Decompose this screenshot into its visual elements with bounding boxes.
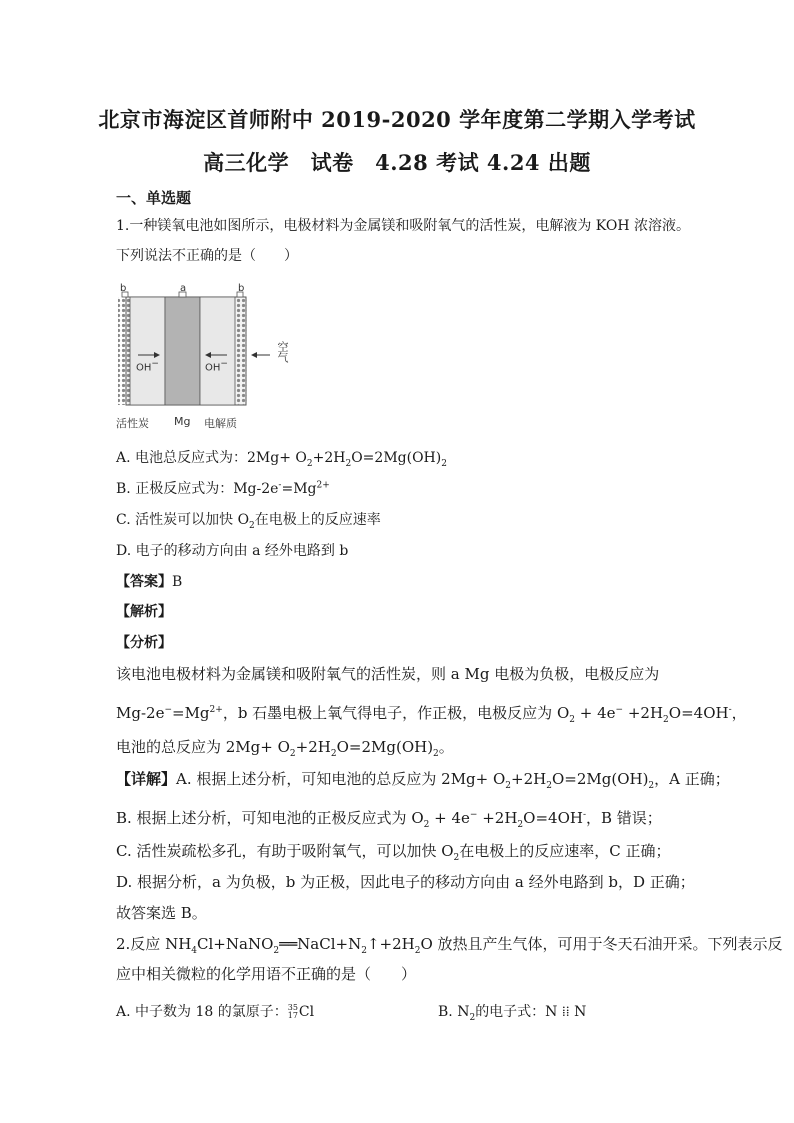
detail-line-d: D. 根据分析，a 为负极，b 为正极，因此电子的移动方向由 a 经外电路到 b，D 正确； [116,873,695,891]
q2-option-b: B. $N_2$的电子式：N ⁞⁞ N [438,1004,587,1023]
conclusion: 故答案选 B。 [116,904,207,922]
document-title: 北京市海淀区首师附中 2019-2020 学年度第二学期入学考试 [98,107,696,132]
terminal-b-left-label: b [120,283,127,294]
right-carbon-electrode [235,297,247,405]
analysis-heading: 【解析】 [116,604,172,620]
detail-line-b: B. 根据上述分析，可知电池的正极反应式为 $O_2 + 4e^- +2H_2O=4OH^-$，B 错误； [116,809,662,830]
battery-diagram-svg [116,283,296,433]
q1-option-a: A. 电池总反应式为：$2Mg+ O_2+2H_2O=2Mg(OH)_2$ [116,450,447,469]
terminal-a-label: a [180,283,187,294]
q2-option-a: A. 中子数为 18 的氯原子：35 17Cl [116,1003,315,1020]
mg-label: Mg [174,415,191,428]
q1-option-b: B. 正极反应式为：$Mg-2e^-=Mg^{2+}$ [116,480,330,497]
left-carbon-electrode [118,297,130,405]
q2-stem-line1: 2.反应 $NH_4Cl+NaNO_2══NaCl+N_2↑+2H_2O$ 放热且产生气体，可用于冬天石油开采。下列表示反 [116,935,783,956]
air-label: 空气 [276,341,289,363]
analysis-line1: 该电池电极材料为金属镁和吸附氧气的活性炭，则 a Mg 电极为负极，电极反应为 [116,665,660,683]
document-subtitle: 高三化学 试卷 4.28 考试 4.24 出题 [203,150,591,175]
q1-option-c: C. 活性炭可以加快 $O_2$在电极上的反应速率 [116,512,381,531]
fenxi-heading: 【分析】 [116,635,172,651]
electrolyte-label: 电解质 [204,417,237,430]
oh-left-label: OH− [136,359,159,374]
analysis-line3: 电池的总反应为 $2Mg+ O_2+2H_2O=2Mg(OH)_2$。 [116,738,454,759]
q2-stem-line2: 应中相关微粒的化学用语不正确的是（ ） [116,965,417,983]
q1-option-d: D. 电子的移动方向由 a 经外电路到 b [116,543,349,559]
terminal-b-right-label: b [238,283,245,294]
activated-carbon-label: 活性炭 [116,417,149,430]
q1-answer: 【答案】B [116,574,183,590]
analysis-line2: $Mg-2e^-=Mg^{2+}$，b 石墨电极上氧气得电子，作正极，电极反应为 $O_2 + 4e^- +2H_2O=4OH^-$， [116,704,747,725]
q1-stem-line1: 1.一种镁氧电池如图所示，电极材料为金属镁和吸附氧气的活性炭，电解液为 KOH 浓溶液。 [116,218,691,234]
oh-right-label: OH− [205,359,228,374]
q1-stem-line2: 下列说法不正确的是（ ） [116,248,298,264]
battery-diagram [116,283,296,433]
detail-line-c: C. 活性炭疏松多孔，有助于吸附氧气，可以加快 $O_2$在电极上的反应速率，C 正确； [116,842,671,863]
section-heading: 一、单选题 [116,189,192,207]
detail-line-a: 【详解】A. 根据上述分析，可知电池的总反应为 $2Mg+ O_2+2H_2O=2Mg(OH)_2$，A 正确； [116,770,730,791]
mg-electrode [165,297,200,405]
